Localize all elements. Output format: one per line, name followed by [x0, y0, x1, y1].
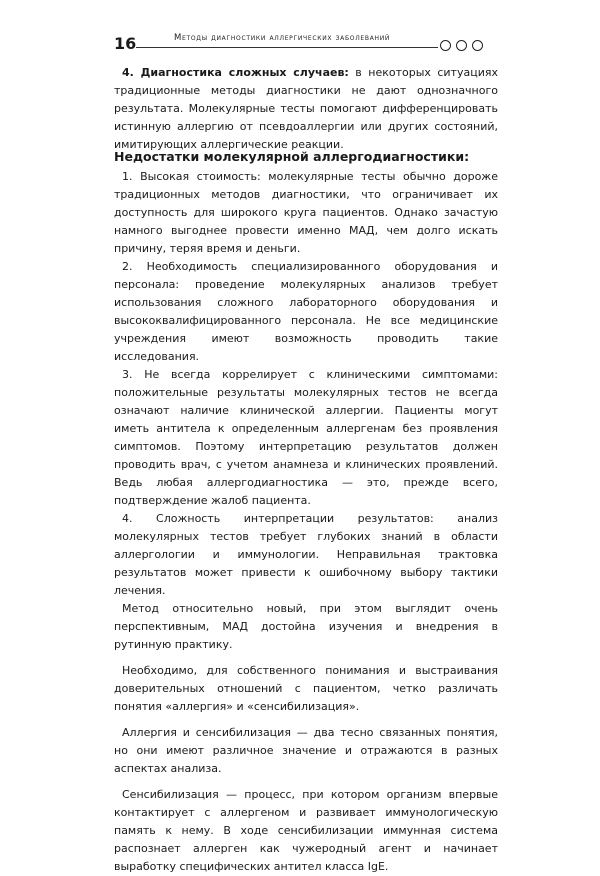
- intro-lead: 4. Диагностика сложных случаев:: [122, 66, 349, 79]
- circle-icon: [440, 40, 451, 51]
- list-item: 1. Высокая стоимость: молекулярные тесты обычно дороже традиционных методов диагностики, что ограничивает их доступность для широкого круга пациентов. Однако зачастую намного выгоднее провести именно МАД, чем долго искать причину, теряя время и деньги.: [114, 170, 498, 255]
- body-paragraph: Необходимо, для собственного понимания и выстраивания доверительных отношений с пациентом, четко различать понятия «аллергия» и «сенсибилизация».: [114, 664, 498, 713]
- body-paragraph: Метод относительно новый, при этом выглядит очень перспективным, МАД достойна изучения и внедрения в рутинную практику.: [114, 602, 498, 651]
- three-circles-icon: [440, 40, 483, 51]
- intro-text: в некоторых ситуациях традиционные методы диагностики не дают однозначного результата. Молекулярные тесты помогают дифференцировать истинную аллергию от псевдоаллергии или других состояний, имитирующих аллергические реакции.: [114, 66, 498, 151]
- section-title: Недостатки молекулярной аллергодиагностики:: [114, 149, 470, 164]
- body-paragraph: Сенсибилизация — процесс, при котором организм впервые контактирует с аллергеном и развивает иммунологическую память к нему. В ходе сенсибилизации иммунная система распознает аллерген как чужеродный агент и начинает выработку специфических антител класса IgE.: [114, 788, 498, 873]
- circle-icon: [472, 40, 483, 51]
- list-item: 4. Сложность интерпретации результатов: анализ молекулярных тестов требует глубоких знаний в области аллергологии и иммунологии. Неправильная трактовка результатов может привести к ошибочному выбору тактики лечения.: [114, 512, 498, 597]
- list-item: 3. Не всегда коррелирует с клиническими симптомами: положительные результаты молекулярных тестов не всегда означают наличие клинической аллергии. Пациенты могут иметь антитела к определенным аллергенам без проявления симптомов. Поэтому интерпретацию результатов должен проводить врач, с учетом анамнеза и клинических проявлений. Ведь любая аллергодиагностика — это, прежде всего, подтверждение жалоб пациента.: [114, 368, 498, 507]
- section-title-block: [114, 148, 498, 166]
- circle-icon: [456, 40, 467, 51]
- running-title: Методы диагностики аллергических заболеваний: [174, 33, 391, 43]
- list-item: 2. Необходимость специализированного оборудования и персонала: проведение молекулярных анализов требует использования сложного лабораторного оборудования и высококвалифицированного персонала. Не все медицинские учреждения имеют возможность проводить такие исследования.: [114, 260, 498, 363]
- intro-block: [114, 64, 498, 154]
- header-rule: [136, 47, 438, 48]
- page-number: 16: [114, 34, 137, 53]
- section-list: [114, 168, 498, 876]
- intro-paragraph: [114, 64, 498, 154]
- body-paragraph: Аллергия и сенсибилизация — два тесно связанных понятия, но они имеют различное значение и отражаются в разных аспектах анализа.: [114, 726, 498, 775]
